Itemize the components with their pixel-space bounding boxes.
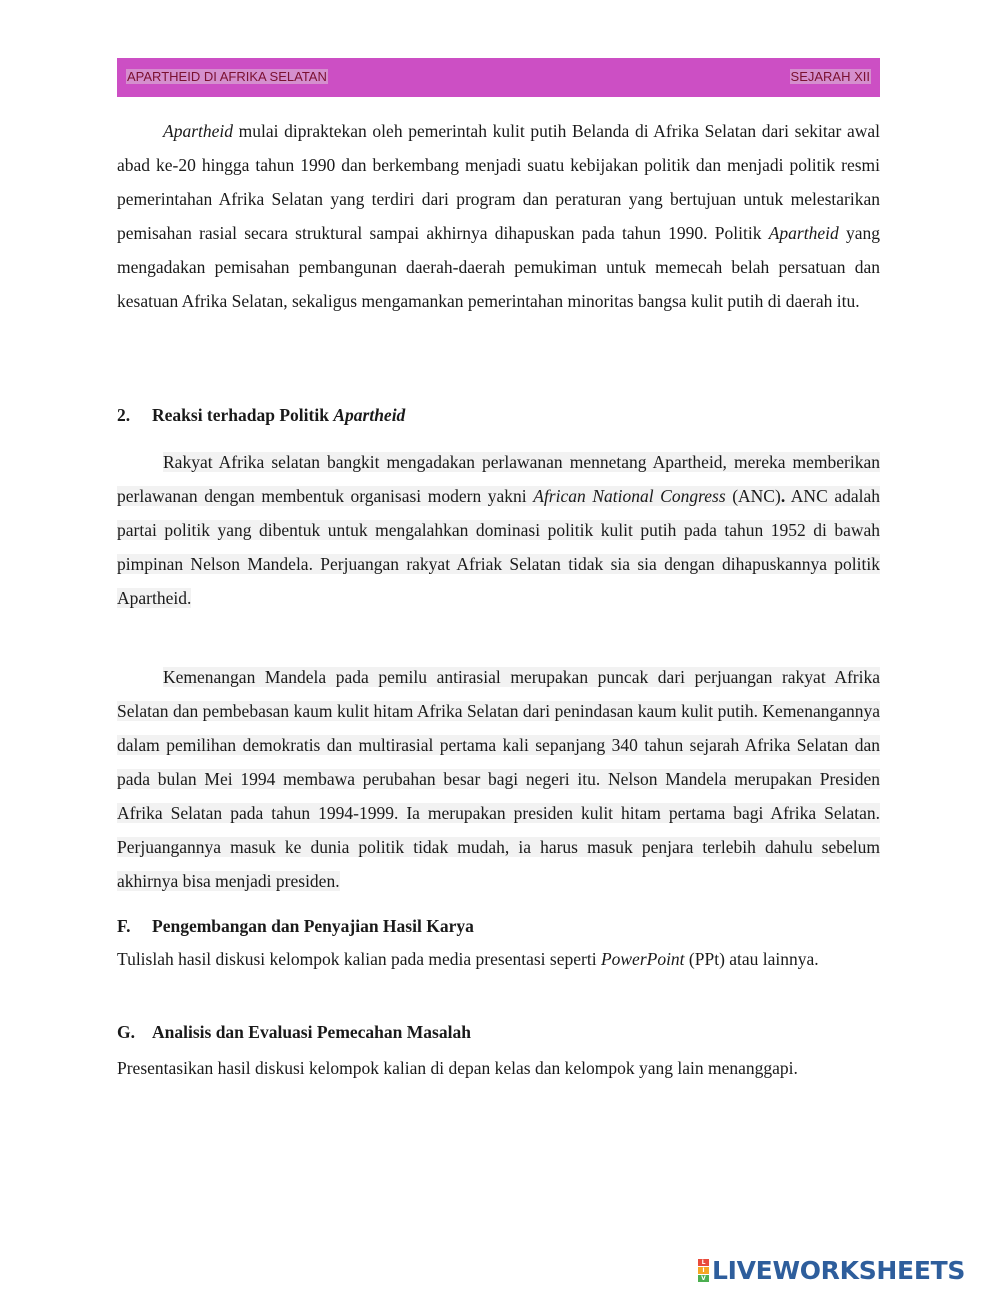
section-f-heading: F. Pengembangan dan Penyajian Hasil Karya [117, 916, 474, 936]
header-title: APARTHEID DI AFRIKA SELATAN [127, 69, 327, 84]
logo-box: V [698, 1275, 709, 1282]
section-number: 2. [117, 405, 131, 425]
anc-term: African National Congress [533, 486, 726, 506]
section-g-text: Presentasikan hasil diskusi kelompok kalian di depan kelas dan kelompok yang lain menanggapi. [117, 1058, 798, 1078]
page-header-bar [117, 58, 880, 97]
logo-icon [698, 1259, 709, 1282]
section-2-paragraph-2: Kemenangan Mandela pada pemilu antirasial merupakan puncak dari perjuangan rakyat Afrika Selatan dan pembebasan kaum kulit hitam Afrika Selatan dari penindasan kaum kulit putih. Kemenangannya dalam pemilihan demokratis dan multirasial pertama kali sepanjang 340 tahun sejarah Afrika Selatan dan pada bulan Mei 1994 membawa perubahan besar bagi negeri itu. Nelson Mandela merupakan Presiden Afrika Selatan pada tahun 1994-1999. Ia merupakan presiden kulit hitam pertama bagi Afrika Selatan. Perjuangannya masuk ke dunia politik tidak mudah, ia harus masuk penjara terlebih dahulu sebelum akhirnya bisa menjadi presiden. [117, 667, 880, 891]
section-letter: G. [117, 1022, 135, 1042]
liveworksheets-logo [698, 1255, 965, 1285]
logo-text: LIVEWORKSHEETS [712, 1255, 966, 1285]
apartheid-term: Apartheid [163, 121, 233, 141]
logo-box: L [698, 1259, 709, 1266]
section-2-heading: 2. Reaksi terhadap Politik Apartheid [117, 405, 406, 425]
intro-paragraph: Apartheid mulai dipraktekan oleh pemerintah kulit putih Belanda di Afrika Selatan dari sekitar awal abad ke-20 hingga tahun 1990 dan berkembang menjadi suatu kebijakan politik dan menjadi politik resmi pemerintahan Afrika Selatan yang terdiri dari program dan peraturan yang bertujuan untuk melestarikan pemisahan rasial secara struktural sampai akhirnya dihapuskan pada tahun 1990. Politik Apartheid yang mengadakan pemisahan pembangunan daerah-daerah pemukiman untuk memecah belah persatuan dan kesatuan Afrika Selatan, sekaligus mengamankan pemerintahan minoritas bangsa kulit putih di daerah itu. [117, 121, 880, 311]
section-g-heading: G. Analisis dan Evaluasi Pemecahan Masalah [117, 1022, 471, 1042]
section-f-text: Tulislah hasil diskusi kelompok kalian pada media presentasi seperti PowerPoint (PPt) atau lainnya. [117, 949, 819, 969]
apartheid-term: Apartheid [768, 223, 839, 243]
logo-box: I [698, 1267, 709, 1274]
section-letter: F. [117, 916, 131, 936]
header-subject: SEJARAH XII [790, 69, 870, 84]
intro-paragraph-block [117, 114, 880, 318]
section-2-paragraph-1: Rakyat Afrika selatan bangkit mengadakan perlawanan mennetang Apartheid, mereka memberikan perlawanan dengan membentuk organisasi modern yakni African National Congress (ANC). ANC adalah partai politik yang dibentuk untuk mengalahkan dominasi politik kulit putih pada tahun 1952 di bawah pimpinan Nelson Mandela. Perjuangan rakyat Afriak Selatan tidak sia sia dengan dihapuskannya politik Apartheid. [117, 452, 880, 608]
